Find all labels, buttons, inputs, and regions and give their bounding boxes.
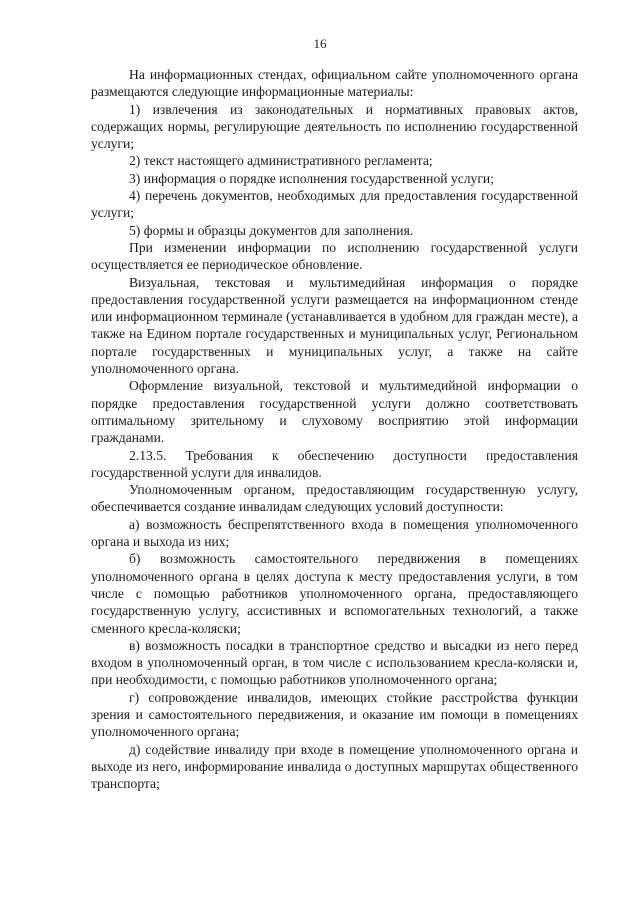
document-body — [91, 66, 578, 792]
list-item: б) возможность самостоятельного передвижения в помещениях уполномоченного органа в целях доступа к месту предоставления услуги, в том числе с помощью работников уполномоченного органа, предоставляющего государственную услугу, ассистивных и вспомогательных технологий, а также сменного кресла-коляски; — [91, 551, 578, 636]
list-item: 4) перечень документов, необходимых для предоставления государственной услуги; — [91, 188, 578, 221]
list-item: а) возможность беспрепятственного входа в помещения уполномоченного органа и выхода из них; — [91, 516, 578, 550]
list-item: 3) информация о порядке исполнения государственной услуги; — [129, 170, 494, 186]
list-item: в) возможность посадки в транспортное средство и высадки из него перед входом в уполномоченный орган, в том числе с использованием кресла-коляски и, при необходимости, с помощью работников уполномоченного органа; — [91, 637, 578, 688]
paragraph: Оформление визуальной, текстовой и мультимедийной информации о порядке предоставления государственной услуги должно соответствовать оптимальному зрительному и слуховому восприятию этой информации гражданами. — [91, 378, 578, 446]
list-item: 1) извлечения из законодательных и нормативных правовых актов, содержащих нормы, регулирующие деятельность по исполнению государственной услуги; — [91, 101, 578, 152]
list-item: г) сопровождение инвалидов, имеющих стойкие расстройства функции зрения и самостоятельного передвижения, и оказание им помощи в помещениях уполномоченного органа; — [91, 689, 578, 740]
list-item: д) содействие инвалиду при входе в помещение уполномоченного органа и выходе из него, информирование инвалида о доступных маршрутах общественного транспорта; — [91, 741, 578, 792]
paragraph: Уполномоченным органом, предоставляющим государственную услугу, обеспечивается создание инвалидам следующих условий доступности: — [91, 482, 578, 515]
paragraph: Визуальная, текстовая и мультимедийная информация о порядке предоставления государственной услуги размещается на информационном стенде или информационном терминале (устанавливается в удобном для граждан месте), а также на Едином портале государственных и муниципальных услуг, Региональном портале государственных и муниципальных услуг, а также на сайте уполномоченного органа. — [91, 274, 578, 377]
page-number: 16 — [313, 36, 327, 51]
list-item: 2) текст настоящего административного регламента; — [129, 153, 433, 169]
section-heading: 2.13.5. Требования к обеспечению доступности предоставления государственной услуги для инвалидов. — [91, 447, 578, 480]
paragraph: На информационных стендах, официальном сайте уполномоченного органа размещаются следующие информационные материалы: — [91, 67, 578, 100]
list-item: 5) формы и образцы документов для заполнения. — [129, 222, 414, 238]
paragraph: При изменении информации по исполнению государственной услуги осуществляется ее периодическое обновление. — [91, 239, 578, 273]
